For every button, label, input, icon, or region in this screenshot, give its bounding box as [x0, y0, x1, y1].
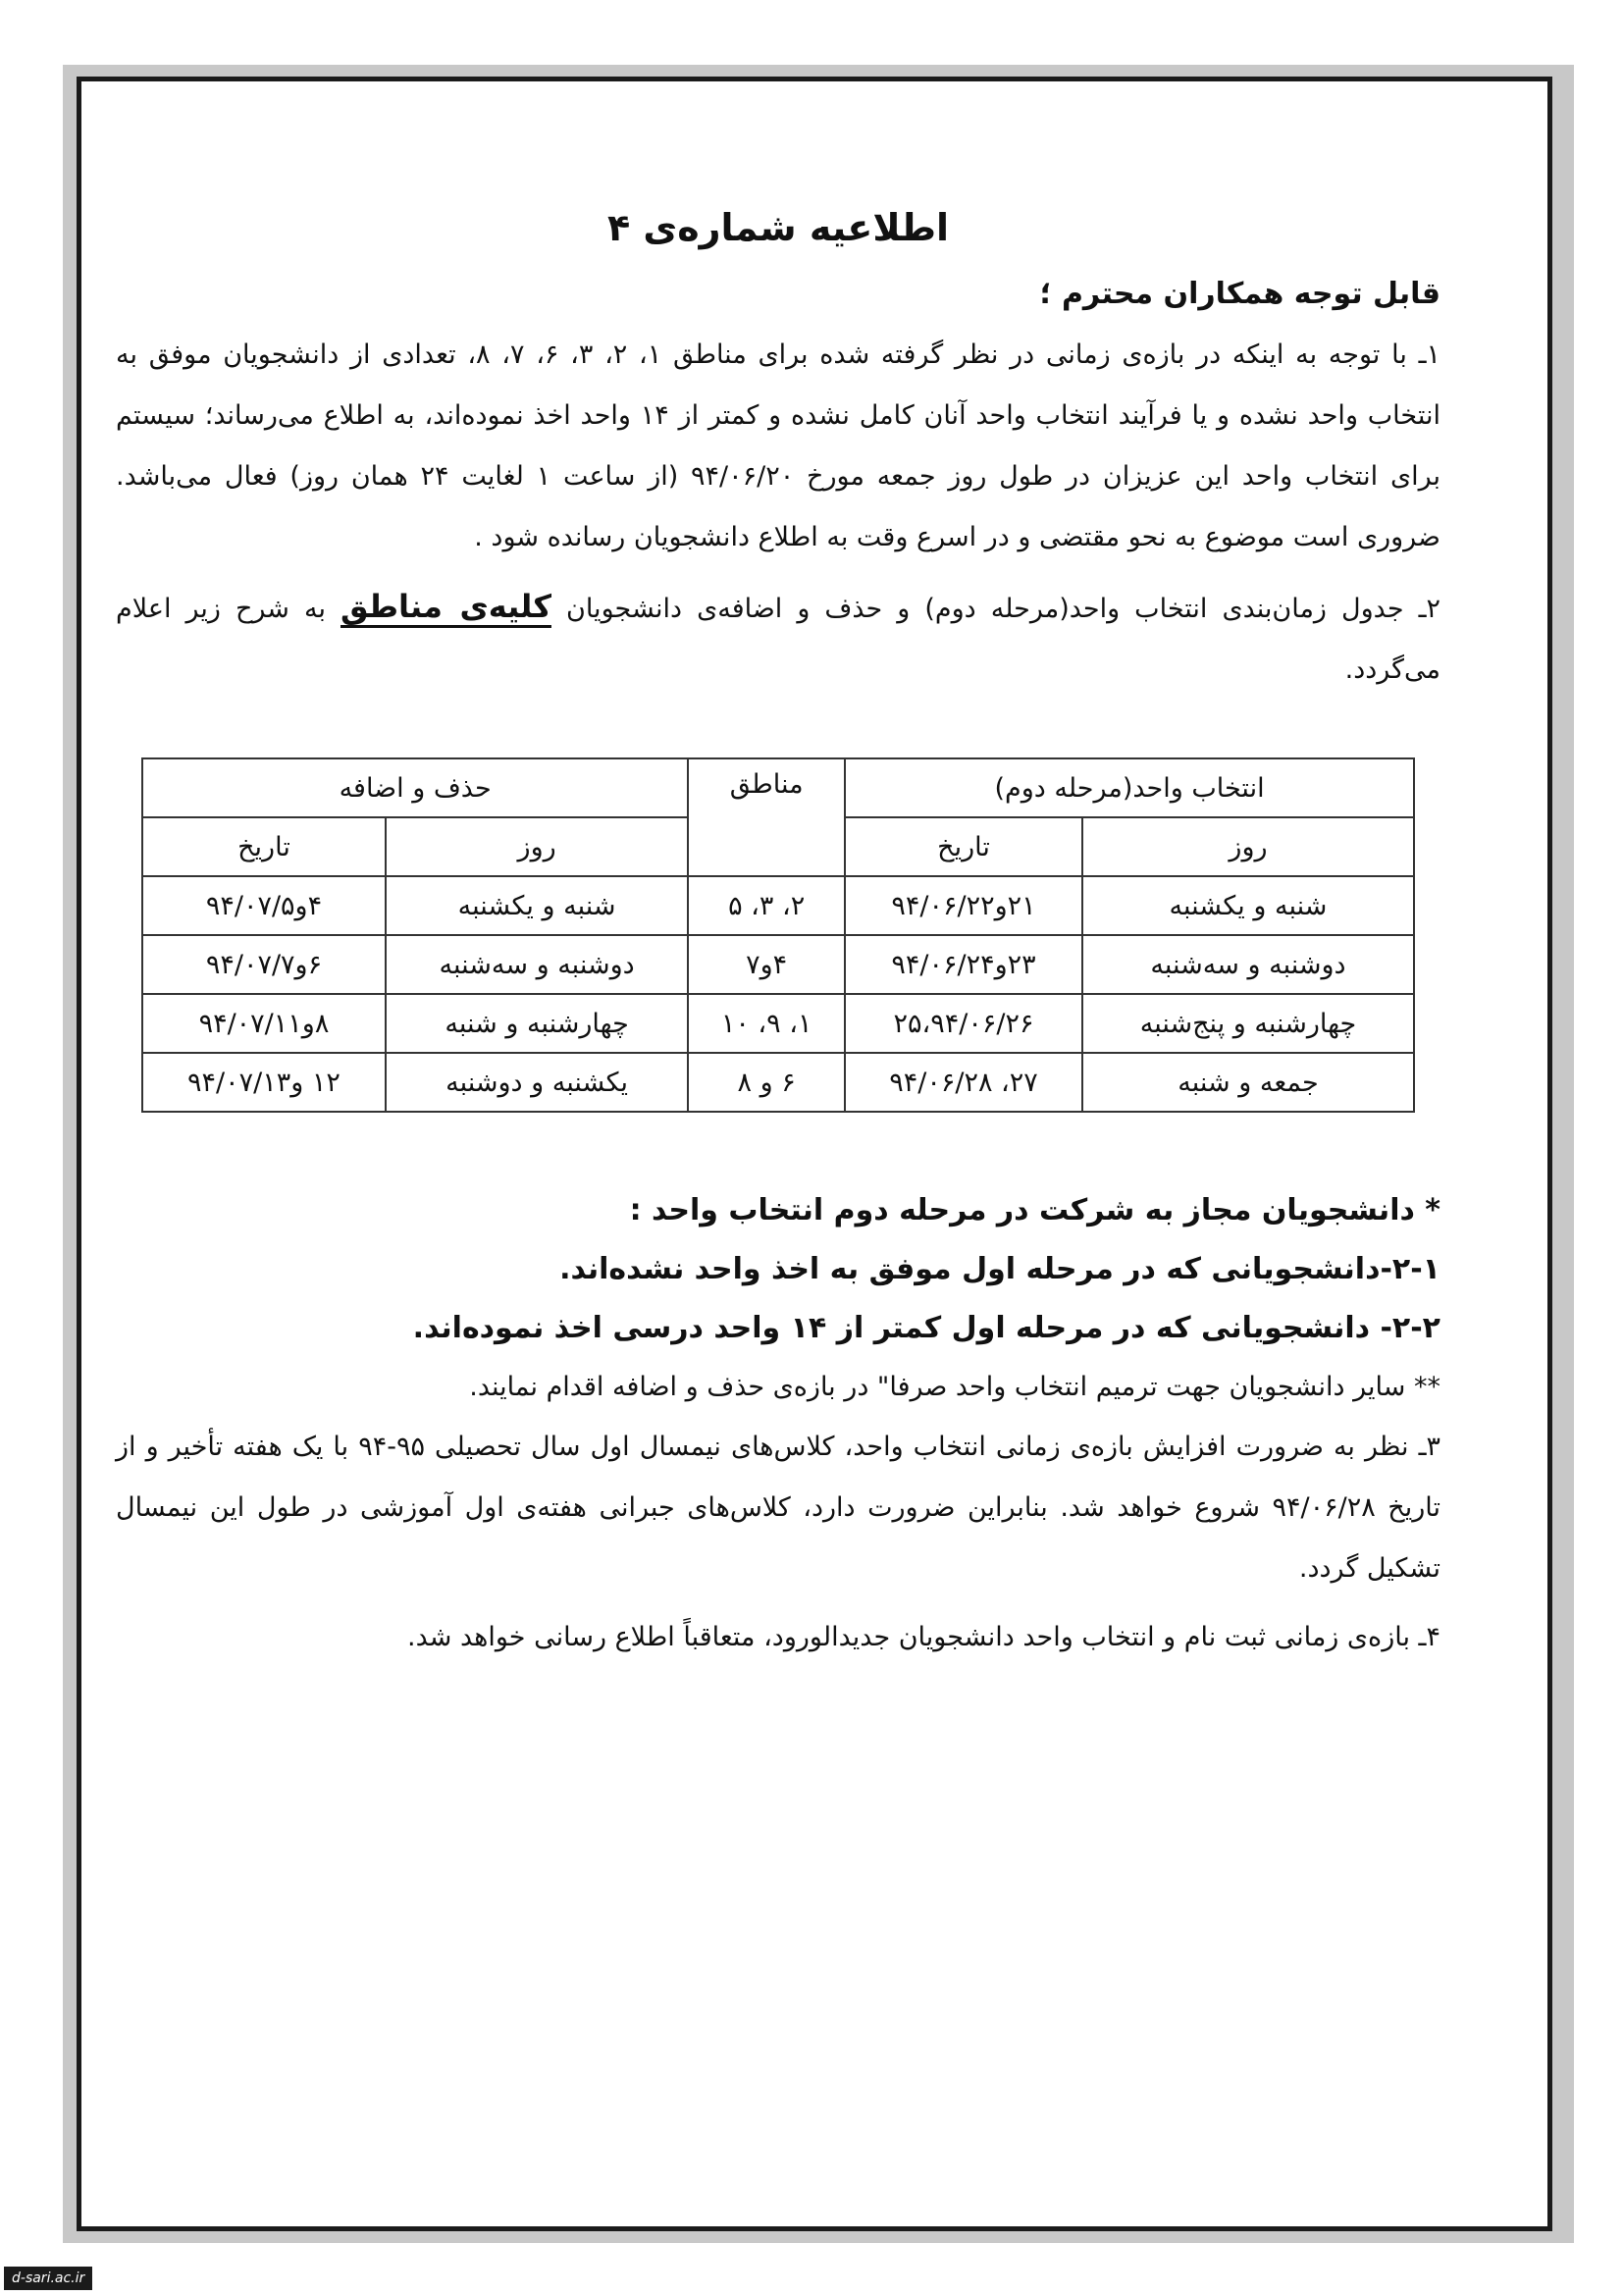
- document-content: [116, 128, 1440, 1676]
- header-add-drop: حذف و اضافه: [142, 758, 688, 817]
- cell-adddrop-day: یکشنبه و دوشنبه: [386, 1053, 688, 1112]
- table-header-row: [142, 758, 1414, 817]
- paragraph-3: ۳ـ نظر به ضرورت افزایش بازه‌ی زمانی انتخاب واحد، کلاس‌های نیمسال اول سال تحصیلی ۹۵-۹۴ با یک هفته تأخیر و از تاریخ ۹۴/۰۶/۲۸ شروع خواهد شد. بنابراین ضرورت دارد، کلاس‌های جبرانی هفته‌ی اول آموزشی در طول این نیمسال تشکیل گردد.: [116, 1432, 1440, 1584]
- cell-adddrop-date: ۶و۹۴/۰۷/۷: [142, 935, 386, 994]
- table-row: [142, 994, 1414, 1053]
- cell-adddrop-date: ۴و۹۴/۰۷/۵: [142, 876, 386, 935]
- cell-regions: ۴و۷: [688, 935, 845, 994]
- header-regions: مناطق: [688, 758, 845, 876]
- paragraph-2-end: به شرح زیر اعلام می‌گردد.: [116, 594, 1440, 685]
- header-adddrop-date: تاریخ: [142, 817, 386, 876]
- header-adddrop-day: روز: [386, 817, 688, 876]
- cell-regions: ۲، ۳، ۵: [688, 876, 845, 935]
- cell-regions: ۶ و ۸: [688, 1053, 845, 1112]
- table-row: [142, 876, 1414, 935]
- cell-regions: ۱، ۹، ۱۰: [688, 994, 845, 1053]
- cell-selection-date: ۲۱و۹۴/۰۶/۲۲: [845, 876, 1082, 935]
- note-eligible-item-2: ۲-۲- دانشجویانی که در مرحله اول کمتر از ۱۴ واحد درسی اخذ نموده‌اند.: [412, 1311, 1440, 1345]
- table-row: [142, 935, 1414, 994]
- header-selection-day: روز: [1082, 817, 1414, 876]
- cell-adddrop-day: دوشنبه و سه‌شنبه: [386, 935, 688, 994]
- header-unit-selection: انتخاب واحد(مرحله دوم): [845, 758, 1414, 817]
- cell-adddrop-day: چهارشنبه و شنبه: [386, 994, 688, 1053]
- cell-selection-date: ۲۵،۹۴/۰۶/۲۶: [845, 994, 1082, 1053]
- cell-selection-date: ۲۳و۹۴/۰۶/۲۴: [845, 935, 1082, 994]
- header-selection-date: تاریخ: [845, 817, 1082, 876]
- cell-selection-day: شنبه و یکشنبه: [1082, 876, 1414, 935]
- paragraph-2: [116, 576, 1440, 701]
- cell-selection-day: چهارشنبه و پنج‌شنبه: [1082, 994, 1414, 1053]
- cell-selection-day: دوشنبه و سه‌شنبه: [1082, 935, 1414, 994]
- cell-selection-date: ۲۷، ۹۴/۰۶/۲۸: [845, 1053, 1082, 1112]
- table-row: [142, 1053, 1414, 1112]
- document-title: اطلاعیه شماره‌ی ۴: [606, 206, 950, 249]
- paragraph-4: ۴ـ بازه‌ی زمانی ثبت نام و انتخاب واحد دانشجویان جدیدالورود، متعاقباً اطلاع رسانی خواهد شد.: [406, 1622, 1440, 1652]
- paragraph-1: ۱ـ با توجه به اینکه در بازه‌ی زمانی در نظر گرفته شده برای مناطق ۱، ۲، ۳، ۶، ۷، ۸، تعدادی از دانشجویان موفق به انتخاب واحد نشده و یا فرآیند انتخاب واحد آنان کامل نشده و کمتر از ۱۴ واحد اخذ نموده‌اند، به اطلاع می‌رساند؛ سیستم برای انتخاب واحد این عزیزان در طول روز جمعه مورخ ۹۴/۰۶/۲۰ (از ساعت ۱ لغایت ۲۴ همان روز) فعال می‌باشد. ضروری است موضوع به نحو مقتضی و در اسرع وقت به اطلاع دانشجویان رسانده شود .: [116, 339, 1441, 552]
- note-other-students: ** سایر دانشجویان جهت ترمیم انتخاب واحد صرفا" در بازه‌ی حذف و اضافه اقدام نمایند.: [469, 1372, 1440, 1402]
- site-watermark: d-sari.ac.ir: [4, 2267, 92, 2290]
- paragraph-2-underlined: کلیه‌ی مناطق: [340, 588, 551, 625]
- cell-adddrop-date: ۱۲ و۹۴/۰۷/۱۳: [142, 1053, 386, 1112]
- schedule-table: [141, 757, 1415, 1113]
- paragraph-2-start: ۲ـ جدول زمان‌بندی انتخاب واحد(مرحله دوم) و حذف و اضافه‌ی دانشجویان: [550, 594, 1440, 624]
- greeting: قابل توجه همکاران محترم ؛: [1039, 277, 1440, 311]
- cell-selection-day: جمعه و شنبه: [1082, 1053, 1414, 1112]
- note-eligible-students: * دانشجویان مجاز به شرکت در مرحله دوم انتخاب واحد :: [629, 1193, 1440, 1227]
- cell-adddrop-day: شنبه و یکشنبه: [386, 876, 688, 935]
- cell-adddrop-date: ۸و۹۴/۰۷/۱۱: [142, 994, 386, 1053]
- note-eligible-item-1: ۲-۱-دانشجویانی که در مرحله اول موفق به اخذ واحد نشده‌اند.: [559, 1252, 1440, 1286]
